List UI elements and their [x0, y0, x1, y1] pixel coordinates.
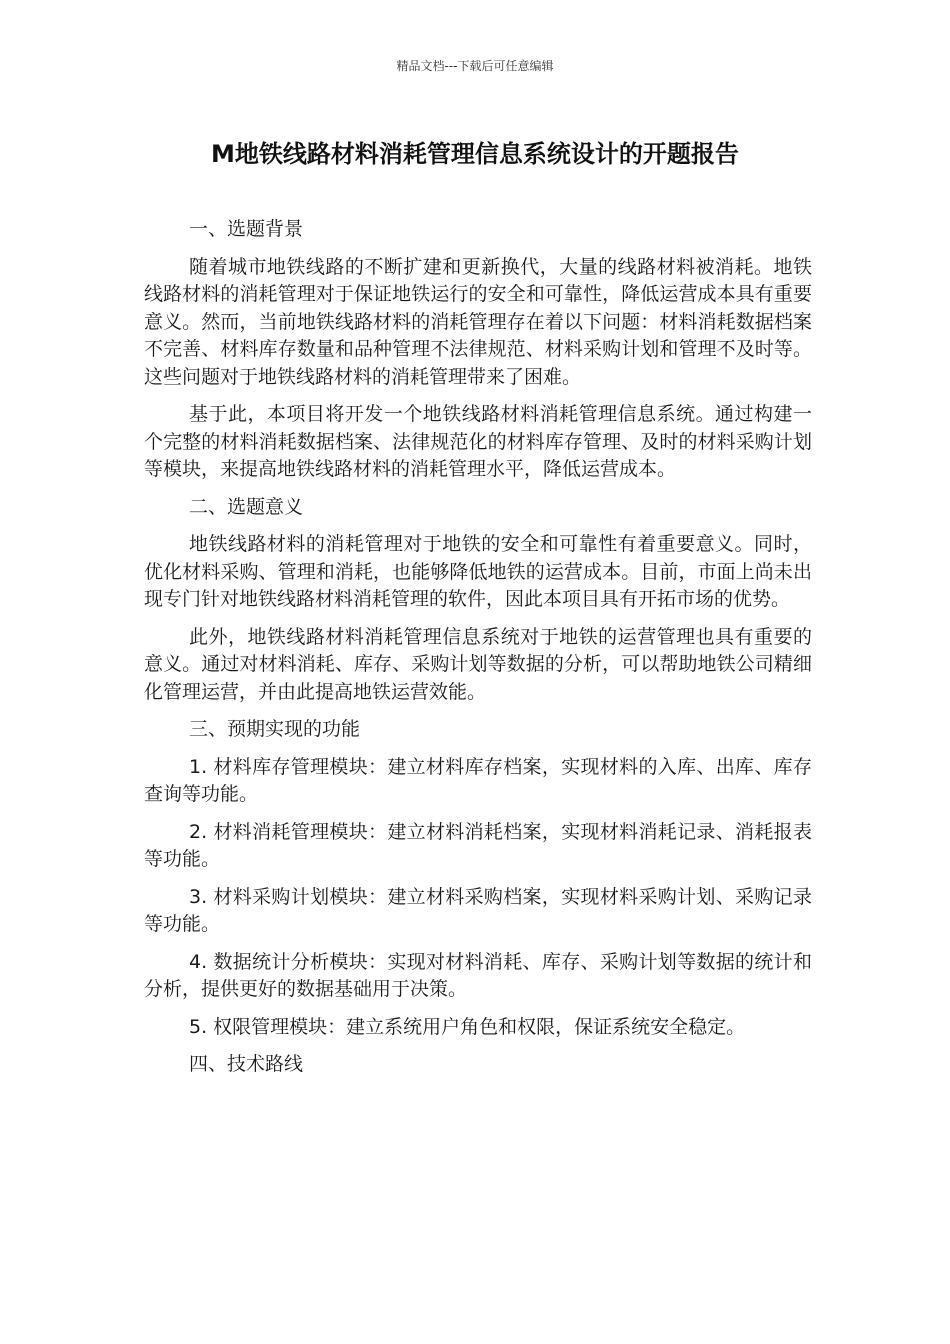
- section-heading-significance: 二、选题意义: [189, 495, 304, 518]
- document-title: M地铁线路材料消耗管理信息系统设计的开题报告: [211, 140, 739, 168]
- section-heading-technical-route: 四、技术路线: [189, 1053, 304, 1075]
- function-item-5: 5. 权限管理模块：建立系统用户角色和权限，保证系统安全稳定。: [189, 1015, 746, 1038]
- function-item-3: 3. 材料采购计划模块：建立材料采购档案，实现材料采购计划、采购记录等功能。: [144, 885, 812, 935]
- section-heading-background: 一、选题背景: [189, 218, 304, 240]
- function-item-4: 4. 数据统计分析模块：实现对材料消耗、库存、采购计划等数据的统计和分析，提供更好的数据基础用于决策。: [144, 950, 812, 1000]
- header-note: 精品文档---下载后可任意编辑: [396, 59, 554, 73]
- paragraph-significance-2: 此外，地铁线路材料消耗管理信息系统对于地铁的运营管理也具有重要的意义。通过对材料消耗、库存、采购计划等数据的分析，可以帮助地铁公司精细化管理运营，并由此提高地铁运营效能。: [144, 625, 812, 703]
- paragraph-significance-1: 地铁线路材料的消耗管理对于地铁的安全和可靠性有着重要意义。同时，优化材料采购、管理和消耗，也能够降低地铁的运营成本。目前，市面上尚未出现专门针对地铁线路材料消耗管理的软件，因此本项目具有开拓市场的优势。: [144, 533, 812, 610]
- section-heading-functions: 三、预期实现的功能: [189, 718, 361, 740]
- function-item-2: 2. 材料消耗管理模块：建立材料消耗档案，实现材料消耗记录、消耗报表等功能。: [144, 820, 812, 870]
- document-body: [144, 216, 812, 1089]
- paragraph-background-1: 随着城市地铁线路的不断扩建和更新换代，大量的线路材料被消耗。地铁线路材料的消耗管理对于保证地铁运行的安全和可靠性，降低运营成本具有重要意义。然而，当前地铁线路材料的消耗管理存在着以下问题：材料消耗数据档案不完善、材料库存数量和品种管理不法律规范、材料采购计划和管理不及时等。这些问题对于地铁线路材料的消耗管理带来了困难。: [144, 255, 812, 388]
- function-item-1: 1. 材料库存管理模块：建立材料库存档案，实现材料的入库、出库、库存查询等功能。: [144, 755, 812, 805]
- paragraph-background-2: 基于此，本项目将开发一个地铁线路材料消耗管理信息系统。通过构建一个完整的材料消耗数据档案、法律规范化的材料库存管理、及时的材料采购计划等模块，来提高地铁线路材料的消耗管理水平，降低运营成本。: [144, 403, 812, 480]
